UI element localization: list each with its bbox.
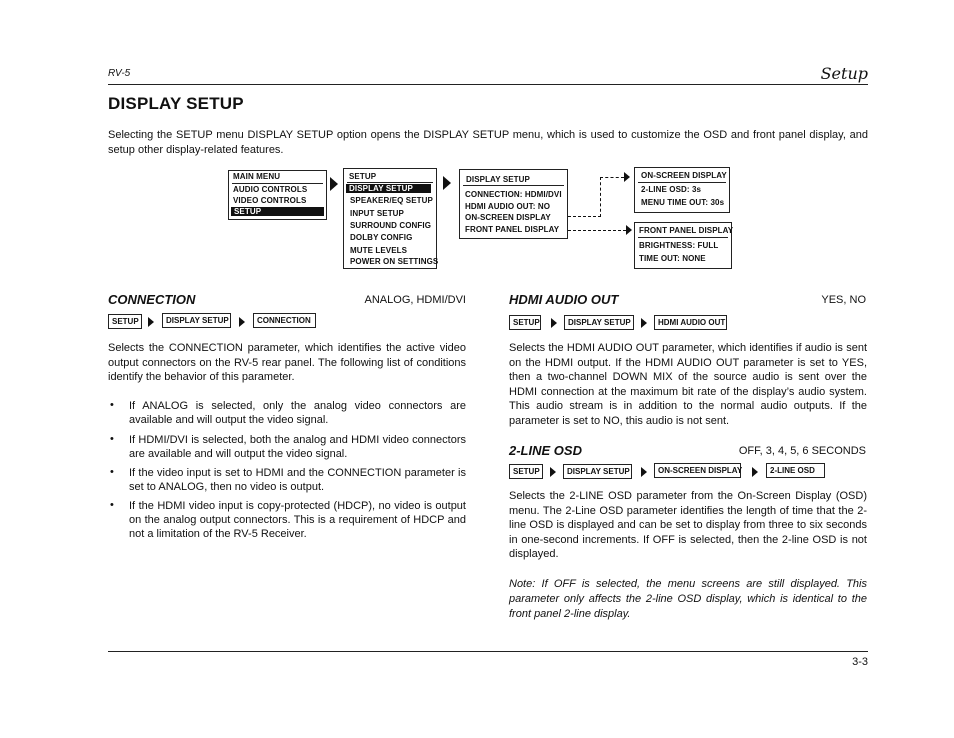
crumb-setup: SETUP	[108, 314, 142, 329]
crumb-2-line-osd: 2-LINE OSD	[766, 463, 825, 478]
bullet-icon: •	[110, 433, 114, 445]
connection-bullet: If the video input is set to HDMI and the CONNECTION parameter is set to ANALOG, then no video is output.	[129, 467, 466, 493]
setup-menu-item: POWER ON SETTINGS	[350, 257, 439, 266]
setup-menu-item: SPEAKER/EQ SETUP	[350, 196, 433, 205]
osd-menu-box	[634, 167, 730, 213]
crumb-display-setup: DISPLAY SETUP	[564, 315, 634, 330]
arrow-icon	[641, 318, 647, 328]
footer-rule	[108, 651, 868, 652]
two-line-osd-range: OFF, 3, 4, 5, 6 SECONDS	[738, 445, 866, 457]
two-line-osd-title: 2-LINE OSD	[509, 443, 582, 458]
main-menu-box	[228, 170, 327, 220]
bullet-icon: •	[110, 466, 114, 478]
setup-menu-box	[343, 168, 437, 269]
display-setup-menu-item: CONNECTION: HDMI/DVI	[465, 190, 562, 199]
connection-bullet: If the HDMI video input is copy-protected (HDCP), no video is output on the analog output connectors. This is a requirement of HDCP and not a limitation of the RV-5 Receiver.	[129, 500, 466, 540]
menu-divider	[638, 237, 728, 238]
connection-bullet: If ANALOG is selected, only the analog video connectors are available and will output the video signal.	[129, 400, 466, 426]
connection-title: CONNECTION	[108, 292, 196, 307]
menu-divider	[232, 183, 323, 184]
setup-menu-item: MUTE LEVELS	[350, 246, 408, 255]
crumb-display-setup: DISPLAY SETUP	[563, 464, 632, 479]
setup-menu-title: SETUP	[349, 172, 377, 181]
menu-divider	[463, 185, 564, 186]
display-setup-menu-item: ON-SCREEN DISPLAY	[465, 213, 551, 222]
arrow-icon	[752, 467, 758, 477]
setup-menu-item: SURROUND CONFIG	[350, 221, 432, 230]
hdmi-audio-body: Selects the HDMI AUDIO OUT parameter, which identifies if audio is sent on the HDMI output. If the HDMI AUDIO OUT parameter is set to YES, then a two-channel DOWN MIX of the source audio is sent over the HDMI connection at the maximum bit rate of the display’s audio system. This audio stream is in addition to the normal audio outputs. If the parameter is set to NO, this audio is not sent.	[509, 342, 867, 427]
arrow-icon	[551, 318, 557, 328]
main-menu-item-selected: SETUP	[231, 207, 324, 216]
header-rule	[108, 84, 868, 85]
intro-paragraph: Selecting the SETUP menu DISPLAY SETUP option opens the DISPLAY SETUP menu, which is used to customize the OSD and front panel display, and setup other display-related features.	[108, 129, 868, 156]
two-line-osd-body: Selects the 2-LINE OSD parameter from the On-Screen Display (OSD) menu. The 2-Line OSD parameter identifies the length of time that the 2-line OSD is displayed and can be set to display from three to six seconds in one-second increments. If OFF is selected, then the 2-line OSD is not displayed.	[509, 490, 867, 560]
arrow-icon	[148, 317, 154, 327]
setup-menu-item: INPUT SETUP	[350, 209, 404, 218]
setup-menu-item-selected: DISPLAY SETUP	[346, 184, 431, 193]
main-menu-item: VIDEO CONTROLS	[233, 196, 307, 205]
header-model: RV-5	[108, 68, 131, 79]
dashed-connector	[568, 230, 626, 231]
osd-menu-item: MENU TIME OUT: 30s	[641, 198, 725, 207]
arrow-icon	[550, 467, 556, 477]
page-title: DISPLAY SETUP	[108, 94, 244, 113]
osd-menu-title: ON-SCREEN DISPLAY	[641, 171, 727, 180]
menu-divider	[638, 182, 726, 183]
crumb-connection: CONNECTION	[253, 313, 316, 328]
arrow-icon	[330, 177, 338, 191]
connection-bullet: If HDMI/DVI is selected, both the analog and HDMI video connectors are available and will output the video signal.	[129, 434, 466, 460]
arrow-icon	[641, 467, 647, 477]
display-setup-menu-item: HDMI AUDIO OUT: NO	[465, 202, 551, 211]
arrow-icon	[624, 172, 630, 182]
fp-menu-item: BRIGHTNESS: FULL	[639, 241, 719, 250]
display-setup-menu-title: DISPLAY SETUP	[466, 175, 530, 184]
arrow-icon	[626, 225, 632, 235]
dashed-connector	[600, 177, 624, 178]
main-menu-title: MAIN MENU	[233, 172, 281, 181]
hdmi-audio-title: HDMI AUDIO OUT	[509, 292, 619, 307]
fp-menu-box	[634, 222, 732, 269]
setup-menu-item: DOLBY CONFIG	[350, 233, 413, 242]
dashed-connector	[568, 216, 601, 217]
hdmi-audio-range: YES, NO	[821, 294, 866, 306]
connection-range: ANALOG, HDMI/DVI	[364, 294, 466, 306]
two-line-osd-note: Note: If OFF is selected, the menu screens are still displayed. This parameter only affects the 2-line OSD display, which is identical to the front panel 2-line display.	[509, 578, 867, 620]
osd-menu-item: 2-LINE OSD: 3s	[641, 185, 702, 194]
page-number: 3-3	[852, 656, 868, 668]
crumb-display-setup: DISPLAY SETUP	[162, 313, 231, 328]
display-setup-menu-box	[459, 169, 568, 239]
header-section: Setup	[820, 64, 868, 83]
crumb-on-screen-display: ON-SCREEN DISPLAY	[654, 463, 741, 478]
crumb-hdmi-audio-out: HDMI AUDIO OUT	[654, 315, 727, 330]
crumb-setup: SETUP	[509, 464, 543, 479]
bullet-icon: •	[110, 399, 114, 411]
main-menu-item: AUDIO CONTROLS	[233, 185, 308, 194]
crumb-setup: SETUP	[509, 315, 541, 330]
display-setup-menu-item: FRONT PANEL DISPLAY	[465, 225, 560, 234]
arrow-icon	[443, 176, 451, 190]
menu-divider	[347, 182, 433, 183]
arrow-icon	[239, 317, 245, 327]
dashed-connector	[600, 177, 601, 217]
fp-menu-title: FRONT PANEL DISPLAY	[639, 226, 734, 235]
fp-menu-item: TIME OUT: NONE	[639, 254, 706, 263]
connection-body: Selects the CONNECTION parameter, which identifies the active video output connectors on the RV-5 rear panel. The following list of conditions identify the behavior of this parameter.	[108, 342, 466, 383]
bullet-icon: •	[110, 499, 114, 511]
